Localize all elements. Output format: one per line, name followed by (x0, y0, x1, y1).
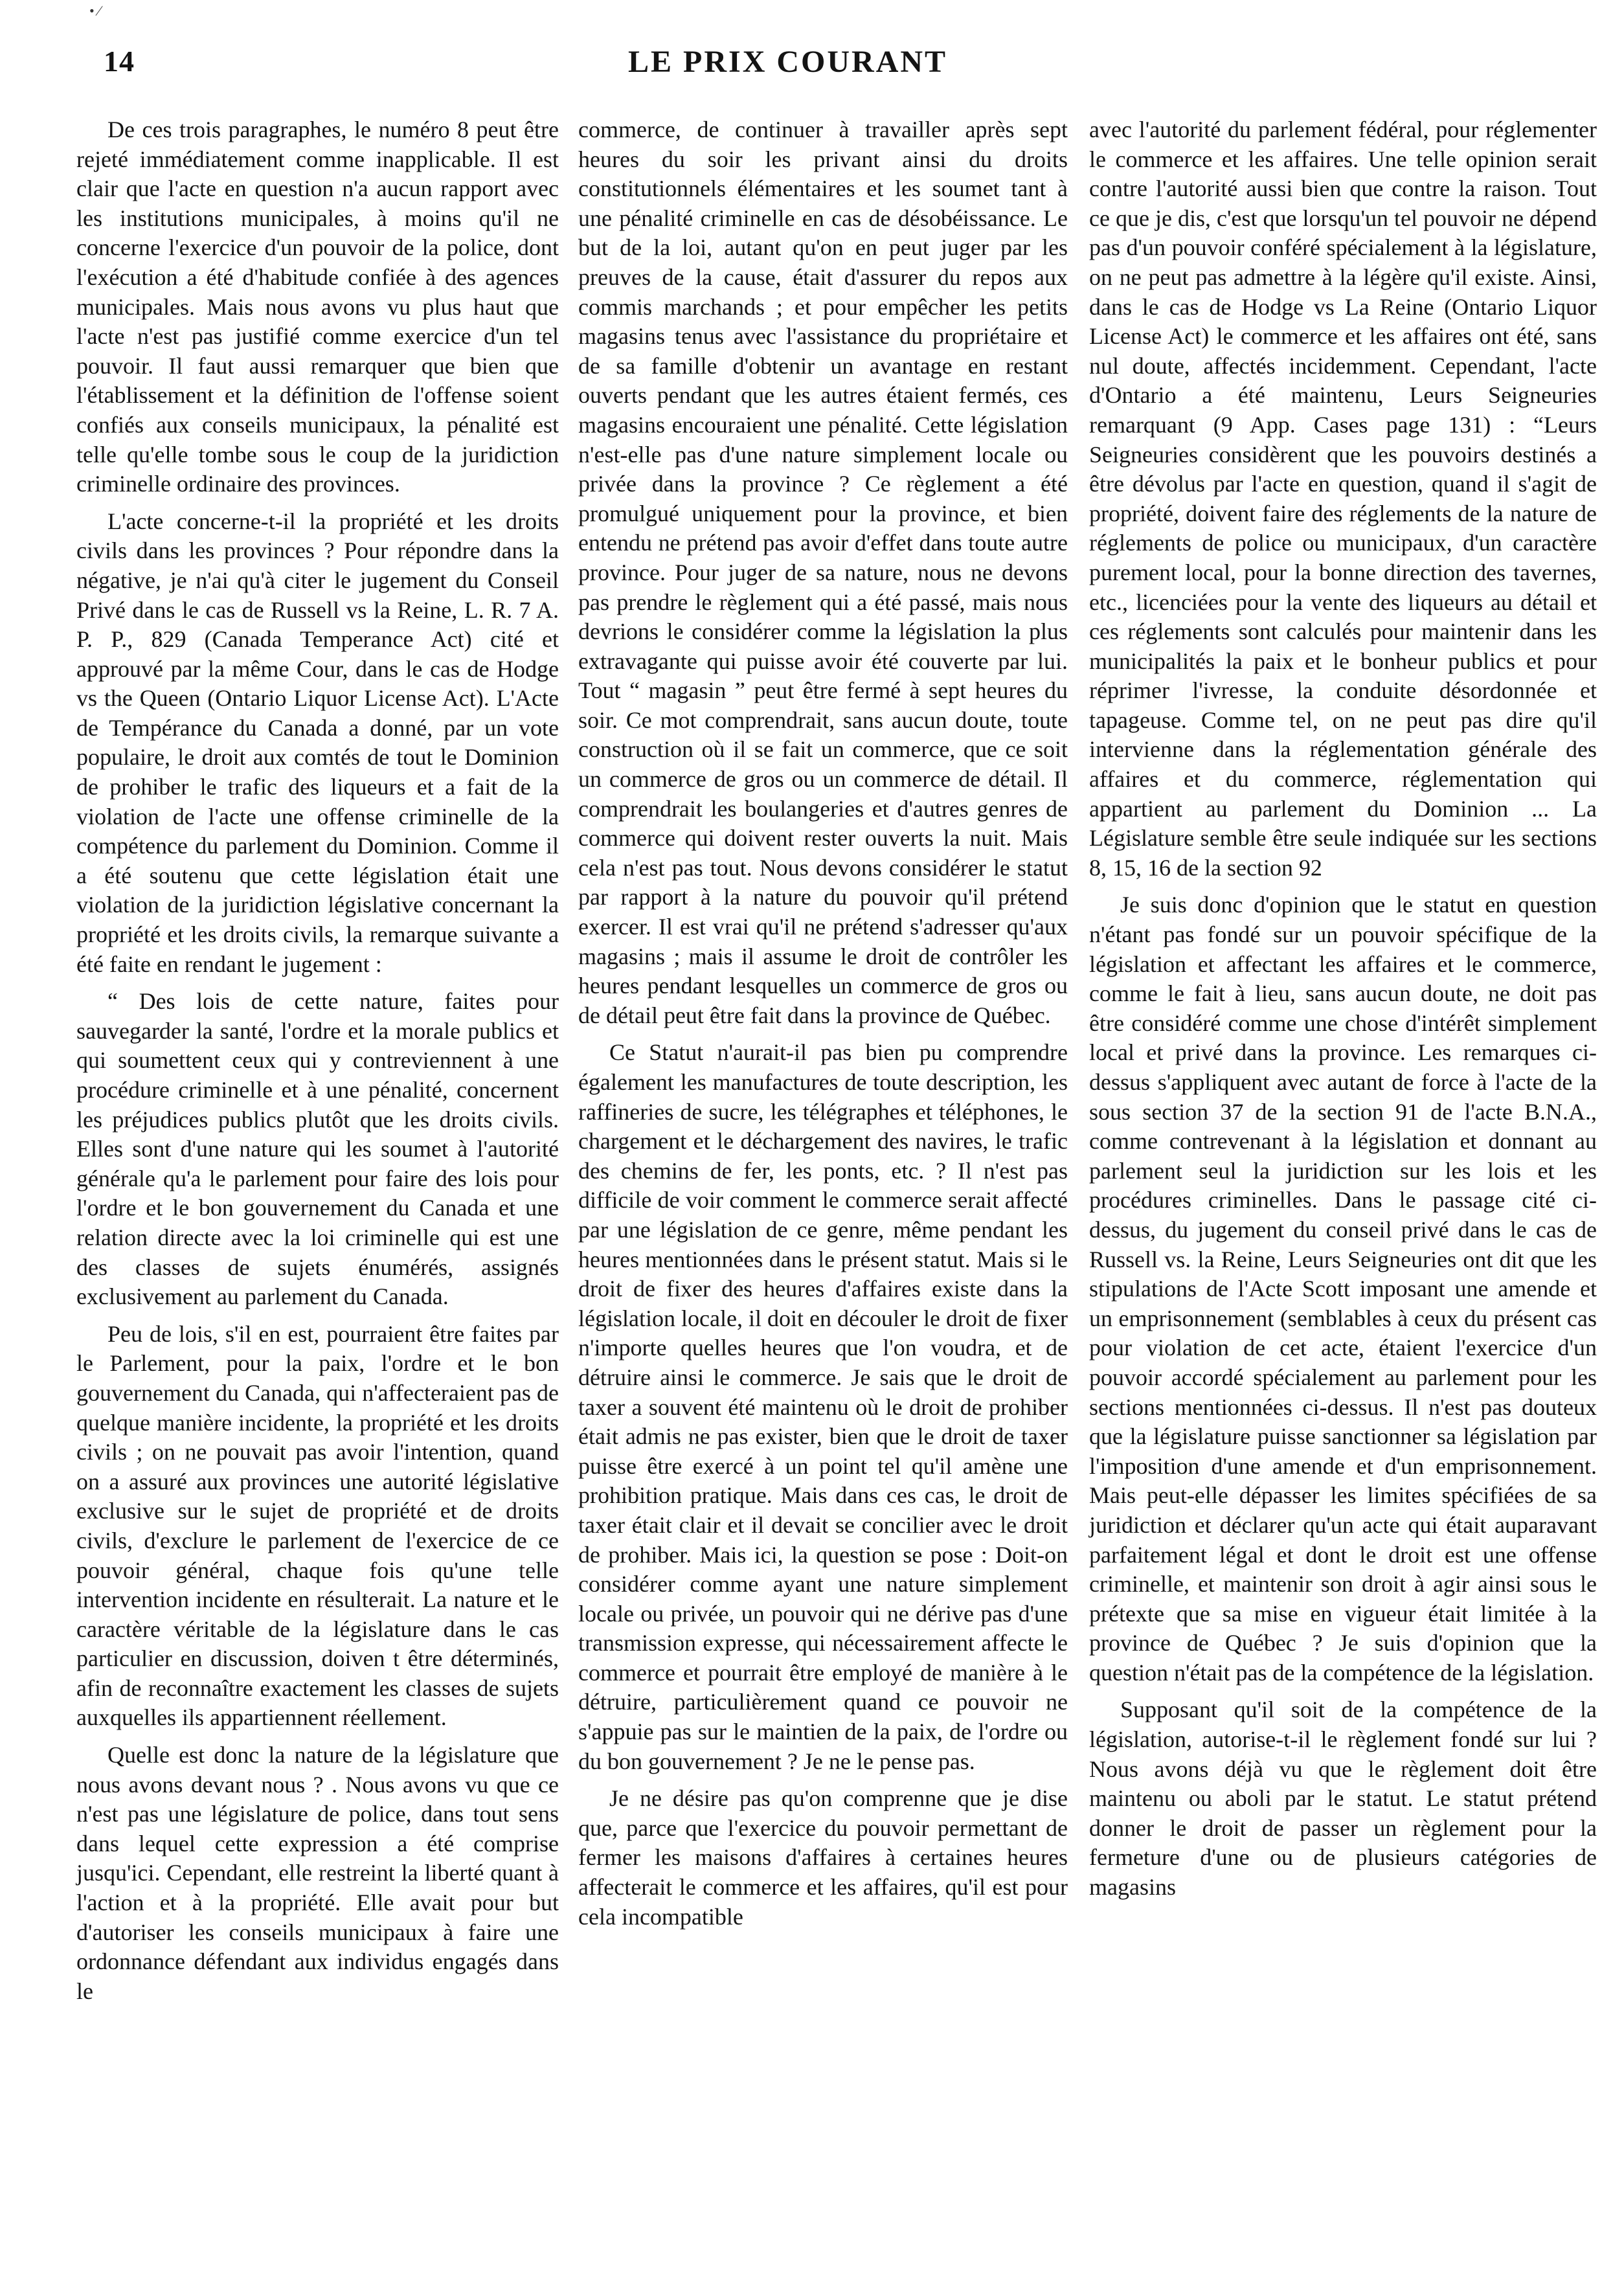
paragraph: De ces trois paragraphes, le numéro 8 peut être rejeté immédiatement comme inapplicable. Il est clair que l'acte en question n'a aucun rapport avec les institutions municipales, à moins qu'il ne concerne l'exercice d'un pouvoir de la police, dont l'exécution a été d'habitude confiée à des agences municipales. Mais nous avons vu plus haut que l'acte n'est pas justifié comme exercice d'un tel pouvoir. Il faut aussi remarquer que bien que l'établissement et la définition de l'offense soient confiés aux conseils municipaux, la pénalité est telle qu'elle tombe sous le coup de la juridiction criminelle ordinaire des provinces. (76, 117, 559, 497)
paragraph-continued: avec l'autorité du parlement fédéral, pour réglementer le commerce et les affaires. Une telle opinion serait contre l'autorité aussi bien que contre la raison. Tout ce que je dis, c'est que lorsqu'un tel pouvoir ne dépend pas d'un pouvoir conféré spécialement à la législature, on ne peut pas admettre à la légère qu'il existe. Ainsi, dans le cas de Hodge vs La Reine (Ontario Liquor License Act) le commerce et les affaires ont été, sans nul doute, affectés incidemment. Cependant, l'acte d'Ontario a été maintenu, Leurs Seigneuries remarquant (9 App. Cases page 131) : “Leurs Seigneuries considèrent que les pouvoirs destinés a être dévolus par l'acte en question, quand il s'agit de propriété, doivent faire des réglements de la nature de réglements de police ou municipaux, d'un caractère purement local, pour la bonne direction des tavernes, etc., licenciées pour la vente des liqueurs au détail et ces réglements sont calculés pour maintenir dans les municipalités la paix et le bonheur publics et pour réprimer l'ivresse, la conduite désordonnée et tapageuse. Comme tel, on ne peut pas dire qu'il intervienne dans la réglementation générale des affaires et du commerce, réglementation qui appartient au parlement du Dominion ... La Législature semble être seule indiquée sur les sections 8, 15, 16 de la section 92 (1089, 117, 1597, 881)
page-number: 14 (104, 45, 135, 78)
paragraph: Je ne désire pas qu'on comprenne que je dise que, parce que l'exercice du pouvoir permettant de fermer les maisons d'affaires à certaines heures affecterait le commerce et les affaires, qu'il est pour cela incompatible (578, 1785, 1068, 1930)
paragraph: Supposant qu'il soit de la compétence de la législation, autorise-t-il le règlement fondé sur lui ? Nous avons déjà vu que le règlement doit être maintenu ou aboli par le statut. Le statut prétend donner le droit de passer un règlement pour la fermeture d'une ou de plusieurs catégories de magasins (1089, 1697, 1597, 1901)
paragraph-continued: commerce, de continuer à travailler après sept heures du soir les privant ainsi du droits constitutionnels élémentaires et les soumet tant à une pénalité criminelle en cas de désobéissance. Le but de la loi, autant qu'on en peut juger par les preuves de la cause, était d'assurer du repos aux commis marchands ; et pour empêcher les petits magasins tenus avec l'assistance du propriétaire et de sa famille d'obtenir un avantage en restant ouverts pendant que les autres étaient fermés, ces magasins encouraient une pénalité. Cette législation n'est-elle pas d'une nature simplement locale ou privée dans la province ? Ce règlement a été promulgué uniquement pour la province, et bien entendu ne prétend pas avoir d'effet dans toute autre province. Pour juger de sa nature, nous ne devons pas prendre le règlement qui a été passé, mais nous devrions le considérer comme la législation la plus extravagante qui puisse avoir été couverte par lui. Tout “ magasin ” peut être fermé à sept heures du soir. Ce mot comprendrait, sans aucun doute, toute construction où il se fait un commerce, que ce soit un commerce de gros ou un commerce de détail. Il comprendrait les boulangeries et d'autres genres de commerce qui doivent rester ouverts la nuit. Mais cela n'est pas tout. Nous devons considérer le statut par rapport à la nature du pouvoir qu'il prétend exercer. Il est vrai qu'il ne prétend s'adresser qu'aux magasins ; mais il assume le droit de contrôler les heures pendant lesquelles un commerce de gros ou de détail peut être fait dans la province de Québec. (578, 117, 1068, 1028)
scan-mark: • ⁄ (89, 3, 100, 19)
text-column-2 (578, 115, 1068, 1939)
quote-paragraph: “ Des lois de cette nature, faites pour sauvegarder la santé, l'ordre et la morale publics et qui soumettent ceux qui y contreviennent à une procédure criminelle et à une pénalité, concernent les préjudices publics plutôt que les droits civils. Elles sont d'une nature qui les soumet à l'autorité générale qu'a le parlement pour faire des lois pour l'ordre et le bon gouvernement du Canada et une relation directe avec la loi criminelle qui est une des classes de sujets énumérés, assignés exclusivement au parlement du Canada. (76, 988, 559, 1310)
text-column-1 (76, 115, 559, 2014)
paragraph: Ce Statut n'aurait-il pas bien pu comprendre également les manufactures de toute description, les raffineries de sucre, les télégraphes et téléphones, le chargement et le déchargement des navires, le trafic des chemins de fer, les ponts, etc. ? Il n'est pas difficile de voir comment le commerce serait affecté par une législation de ce genre, même pendant les heures mentionnées dans le présent statut. Mais si le droit de fixer des heures d'affaires existe dans la législation locale, il doit en découler le droit de fixer n'importe quelles heures que l'on voudra, et de détruire ainsi le commerce. Je sais que le droit de taxer a souvent été maintenu où le droit de prohiber était admis ne pas exister, bien que le droit de taxer puisse être exercé à un point tel qu'il amène une prohibition pratique. Mais dans ces cas, le droit de taxer était clair et il devait se concilier avec le droit de prohiber. Mais ici, la question se pose : Doit-on considérer comme ayant une nature simplement locale ou privée, un pouvoir qui ne dérive pas d'une transmission expresse, qui nécessairement affecte le commerce et pourrait être employé de manière à le détruire, particulièrement quand ce pouvoir ne s'appuie pas sur le maintien de la paix, de l'ordre ou du bon gouvernement ? Je ne le pense pas. (578, 1039, 1068, 1774)
page-header (104, 44, 978, 83)
paragraph: Quelle est donc la nature de la législature que nous avons devant nous ? . Nous avons vu que ce n'est pas une législature de police, dans tout sens dans lequel cette expression a été comprise jusqu'ici. Cependant, elle restreint la liberté quant à l'action et à la propriété. Elle avait pour but d'autoriser les conseils municipaux à faire une ordonnance défendant aux individus engagés dans le (76, 1742, 559, 2004)
text-column-3 (1089, 115, 1597, 1910)
paragraph: Peu de lois, s'il en est, pourraient être faites par le Parlement, pour la paix, l'ordre et le bon gouvernement du Canada, qui n'affecteraient pas de quelque manière incidente, la propriété et les droits civils ; on ne pouvait pas avoir l'intention, quand on a assuré aux provinces une autorité législative exclusive sur le sujet de propriété et de droits civils, d'exclure le parlement de l'exercice de ce pouvoir général, chaque fois qu'une telle intervention incidente en résulterait. La nature et le caractère véritable de la législature dans le cas particulier en discussion, doiven t être déterminés, afin de reconnaître exactement les classes de sujets auxquelles ils appartiennent réellement. (76, 1320, 559, 1731)
page-title: LE PRIX COURANT (628, 45, 948, 79)
paragraph: Je suis donc d'opinion que le statut en question n'étant pas fondé sur un pouvoir spécifique de la législation et affectant les affaires et le commerce, comme le fait à lieu, sans aucun doute, ne doit pas être considéré comme une chose d'intérêt simplement local et privé dans la province. Les remarques ci-dessus s'appliquent avec autant de force à l'acte de la sous section 37 de la section 91 de l'acte B.N.A., comme contrevenant à la législation et donnant au parlement seul la juridiction sur les lois et les procédures criminelles. Dans le passage cité ci-dessus, du jugement du conseil privé dans le cas de Russell vs. la Reine, Leurs Seigneuries ont dit que les stipulations de l'Acte Scott imposant une amende et un emprisonnement (semblables à ceux du présent cas pour violation de cet acte, étaient l'exercice d'un pouvoir accordé spécialement au parlement pour les sections mentionnées ci-dessus. Il n'est pas douteux que la législature puisse sanctionner sa législation par l'imposition d'une amende et d'un emprisonnement. Mais peut-elle dépasser les limites spécifiées de sa juridiction et déclarer qu'un acte qui était auparavant parfaitement légal et dont le droit est une offense criminelle, et maintenir son droit à agir ainsi sous le prétexte que sa mise en vigueur était limitée à la province de Québec ? Je suis d'opinion que la question n'était pas de la compétence de la législation. (1089, 892, 1597, 1686)
paragraph: L'acte concerne-t-il la propriété et les droits civils dans les provinces ? Pour répondre dans la négative, je n'ai qu'à citer le jugement du Conseil Privé dans le cas de Russell vs la Reine, L. R. 7 A. P. P., 829 (Canada Temperance Act) cité et approuvé par la même Cour, dans le cas de Hodge vs the Queen (Ontario Liquor License Act). L'Acte de Tempérance du Canada a donné, par un vote populaire, le droit aux comtés de tout le Dominion de prohiber le trafic des liqueurs et a fait de la violation de l'acte une offense criminelle de la compétence du parlement du Dominion. Comme il a été soutenu que cette législation était une violation de la juridiction législative concernant la propriété et les droits civils, la remarque suivante a été faite en rendant le jugement : (76, 508, 559, 977)
